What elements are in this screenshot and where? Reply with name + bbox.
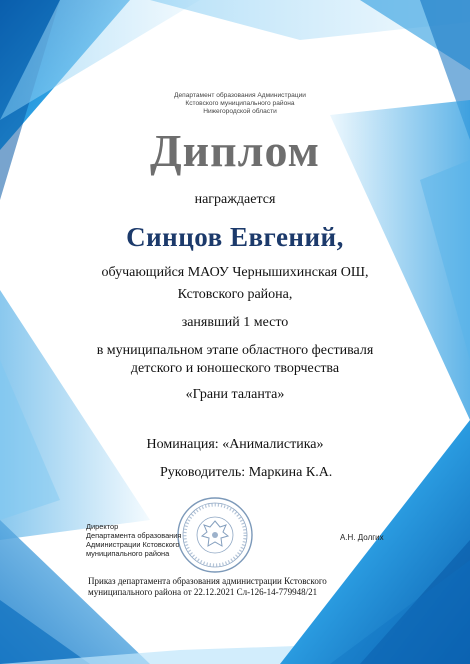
- nomination: Номинация: «Анималистика»: [146, 437, 324, 452]
- order-reference: [88, 576, 388, 598]
- issuer-header: [160, 92, 320, 116]
- signatory-line-1: Директор: [86, 522, 119, 531]
- signatory-line-4: муниципального района: [86, 549, 170, 558]
- body-line-festival: детского и юношеского творчества: [130, 361, 340, 376]
- signatory-line-2: Департамента образования: [86, 531, 182, 540]
- body-line-stage: в муниципальном этапе областного фестиваля: [96, 343, 374, 358]
- festival-name: «Грани таланта»: [185, 387, 285, 402]
- signatory-line-3: Администрации Кстовского: [86, 540, 180, 549]
- awarded-label: награждается: [194, 192, 276, 207]
- signatory-name: А.Н. Долгих: [340, 533, 384, 542]
- order-line-1: Приказ департамента образования администрации Кстовского: [88, 576, 327, 586]
- issuer-line-2: Кстовского муниципального района: [185, 100, 295, 107]
- recipient-name: Синцов Евгений,: [126, 222, 344, 252]
- diploma-title: Диплом: [150, 125, 320, 176]
- issuer-line-3: Нижегородской области: [203, 108, 277, 115]
- signatory-title: [86, 522, 206, 558]
- body-line-place: занявший 1 место: [181, 315, 289, 330]
- body-line-district: Кстовского района,: [177, 287, 293, 302]
- body-line-school: обучающийся МАОУ Чернышихинская ОШ,: [101, 265, 369, 280]
- issuer-line-1: Департамент образования Администрации: [174, 92, 306, 99]
- supervisor: Руководитель: Маркина К.А.: [160, 465, 333, 480]
- order-line-2: муниципального района от 22.12.2021 Сл-126-14-779948/21: [88, 587, 318, 597]
